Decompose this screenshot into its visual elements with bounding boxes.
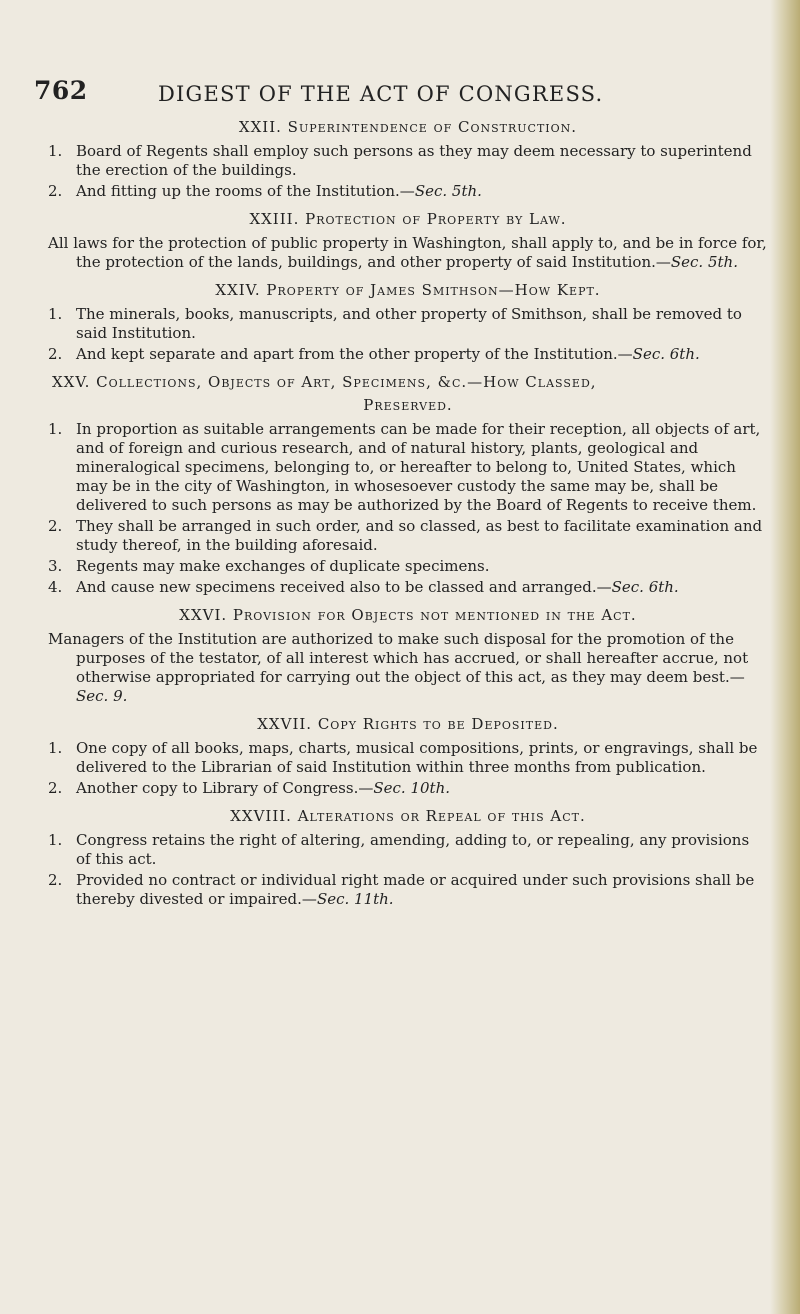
list-item bbox=[48, 557, 768, 576]
section-xxvii bbox=[48, 715, 768, 798]
section-reference: Sec. 11th. bbox=[316, 890, 394, 908]
list-item bbox=[48, 420, 768, 515]
item-text: In proportion as suitable arrangements can be made for their reception, all objects of art, and of foreign and curious research, and of natural history, plants, geological and mineralogical specimens, belonging to, or hereafter to belong to, United States, which may be in the city of Washington, in whosesoever custody the same may be, shall be delivered to such persons as may be authorized by the Board of Regents to receive them. bbox=[76, 420, 761, 514]
section-title: XXII. Superintendence of Construction. bbox=[238, 118, 578, 136]
item-number: 1. bbox=[48, 420, 63, 438]
section-reference: Sec. 6th. bbox=[611, 578, 679, 596]
paragraph bbox=[48, 630, 768, 706]
item-number: 1. bbox=[48, 739, 63, 757]
running-head: DIGEST OF THE ACT OF CONGRESS. bbox=[158, 82, 604, 106]
section-reference: Sec. 6th. bbox=[632, 345, 700, 363]
item-number: 4. bbox=[48, 578, 63, 596]
section-reference: Sec. 5th. bbox=[670, 253, 738, 271]
paragraph-text: Managers of the Institution are authorized to make such disposal for the promotion of the purposes of the testator, of all interest which has accrued, or shall hereafter accrue, not otherwise appropriated for carrying out the object of this act, as they may deem best.— bbox=[48, 630, 749, 686]
list-item bbox=[48, 739, 768, 777]
item-text: And kept separate and apart from the other property of the Institution.— bbox=[76, 345, 633, 363]
list-item bbox=[48, 305, 768, 343]
list-item bbox=[48, 779, 768, 798]
list-item bbox=[48, 345, 768, 364]
item-number: 2. bbox=[48, 871, 63, 889]
item-text: And cause new specimens received also to be classed and arranged.— bbox=[76, 578, 612, 596]
item-number: 1. bbox=[48, 831, 63, 849]
list-item bbox=[48, 142, 768, 180]
item-number: 1. bbox=[48, 305, 63, 323]
section-xxvi bbox=[48, 606, 768, 706]
list-item bbox=[48, 831, 768, 869]
section-xxviii bbox=[48, 807, 768, 909]
item-number: 2. bbox=[48, 345, 63, 363]
section-reference: Sec. 9. bbox=[76, 687, 128, 705]
page-edge-shadow bbox=[770, 0, 800, 1314]
item-text: And fitting up the rooms of the Institution.— bbox=[76, 182, 415, 200]
section-reference: Sec. 10th. bbox=[373, 779, 450, 797]
section-title: XXIII. Protection of Property by Law. bbox=[249, 210, 567, 228]
item-text: One copy of all books, maps, charts, musical compositions, prints, or engravings, shall be delivered to the Librarian of said Institution within three months from publication. bbox=[76, 739, 758, 776]
section-xxiii bbox=[48, 210, 768, 272]
paragraph bbox=[48, 234, 768, 272]
page-number: 762 bbox=[34, 76, 88, 105]
item-number: 3. bbox=[48, 557, 63, 575]
item-number: 2. bbox=[48, 182, 63, 200]
page-body bbox=[48, 118, 768, 918]
item-text: Another copy to Library of Congress.— bbox=[76, 779, 374, 797]
section-reference: Sec. 5th. bbox=[414, 182, 482, 200]
item-text: They shall be arranged in such order, and so classed, as best to facilitate examination and study thereof, in the building aforesaid. bbox=[76, 517, 763, 554]
list-item bbox=[48, 182, 768, 201]
item-text: Congress retains the right of altering, amending, adding to, or repealing, any provisions of this act. bbox=[76, 831, 750, 868]
section-title: XXV. Collections, Objects of Art, Specimens, &c.—How Classed, bbox=[52, 373, 597, 391]
item-number: 1. bbox=[48, 142, 63, 160]
section-xxiv bbox=[48, 281, 768, 364]
item-text: Regents may make exchanges of duplicate specimens. bbox=[76, 557, 490, 575]
section-title-continuation: Preserved. bbox=[363, 396, 453, 414]
list-item bbox=[48, 871, 768, 909]
item-text: Board of Regents shall employ such persons as they may deem necessary to superintend the erection of the buildings. bbox=[76, 142, 752, 179]
section-title: XXVII. Copy Rights to be Deposited. bbox=[257, 715, 559, 733]
section-title: XXVI. Provision for Objects not mentioned in the Act. bbox=[179, 606, 637, 624]
section-title: XXIV. Property of James Smithson—How Kept. bbox=[215, 281, 601, 299]
paragraph-text: All laws for the protection of public property in Washington, shall apply to, and be in force for, the protection of the lands, buildings, and other property of said Institution.— bbox=[48, 234, 767, 271]
item-text: The minerals, books, manuscripts, and other property of Smithson, shall be removed to said Institution. bbox=[76, 305, 742, 342]
list-item bbox=[48, 578, 768, 597]
list-item bbox=[48, 517, 768, 555]
section-xxii bbox=[48, 118, 768, 201]
item-number: 2. bbox=[48, 779, 63, 797]
item-text: Provided no contract or individual right made or acquired under such provisions shall be thereby divested or impaired.— bbox=[76, 871, 755, 908]
item-number: 2. bbox=[48, 517, 63, 535]
section-title: XXVIII. Alterations or Repeal of this Act. bbox=[230, 807, 586, 825]
section-xxv bbox=[48, 373, 768, 597]
